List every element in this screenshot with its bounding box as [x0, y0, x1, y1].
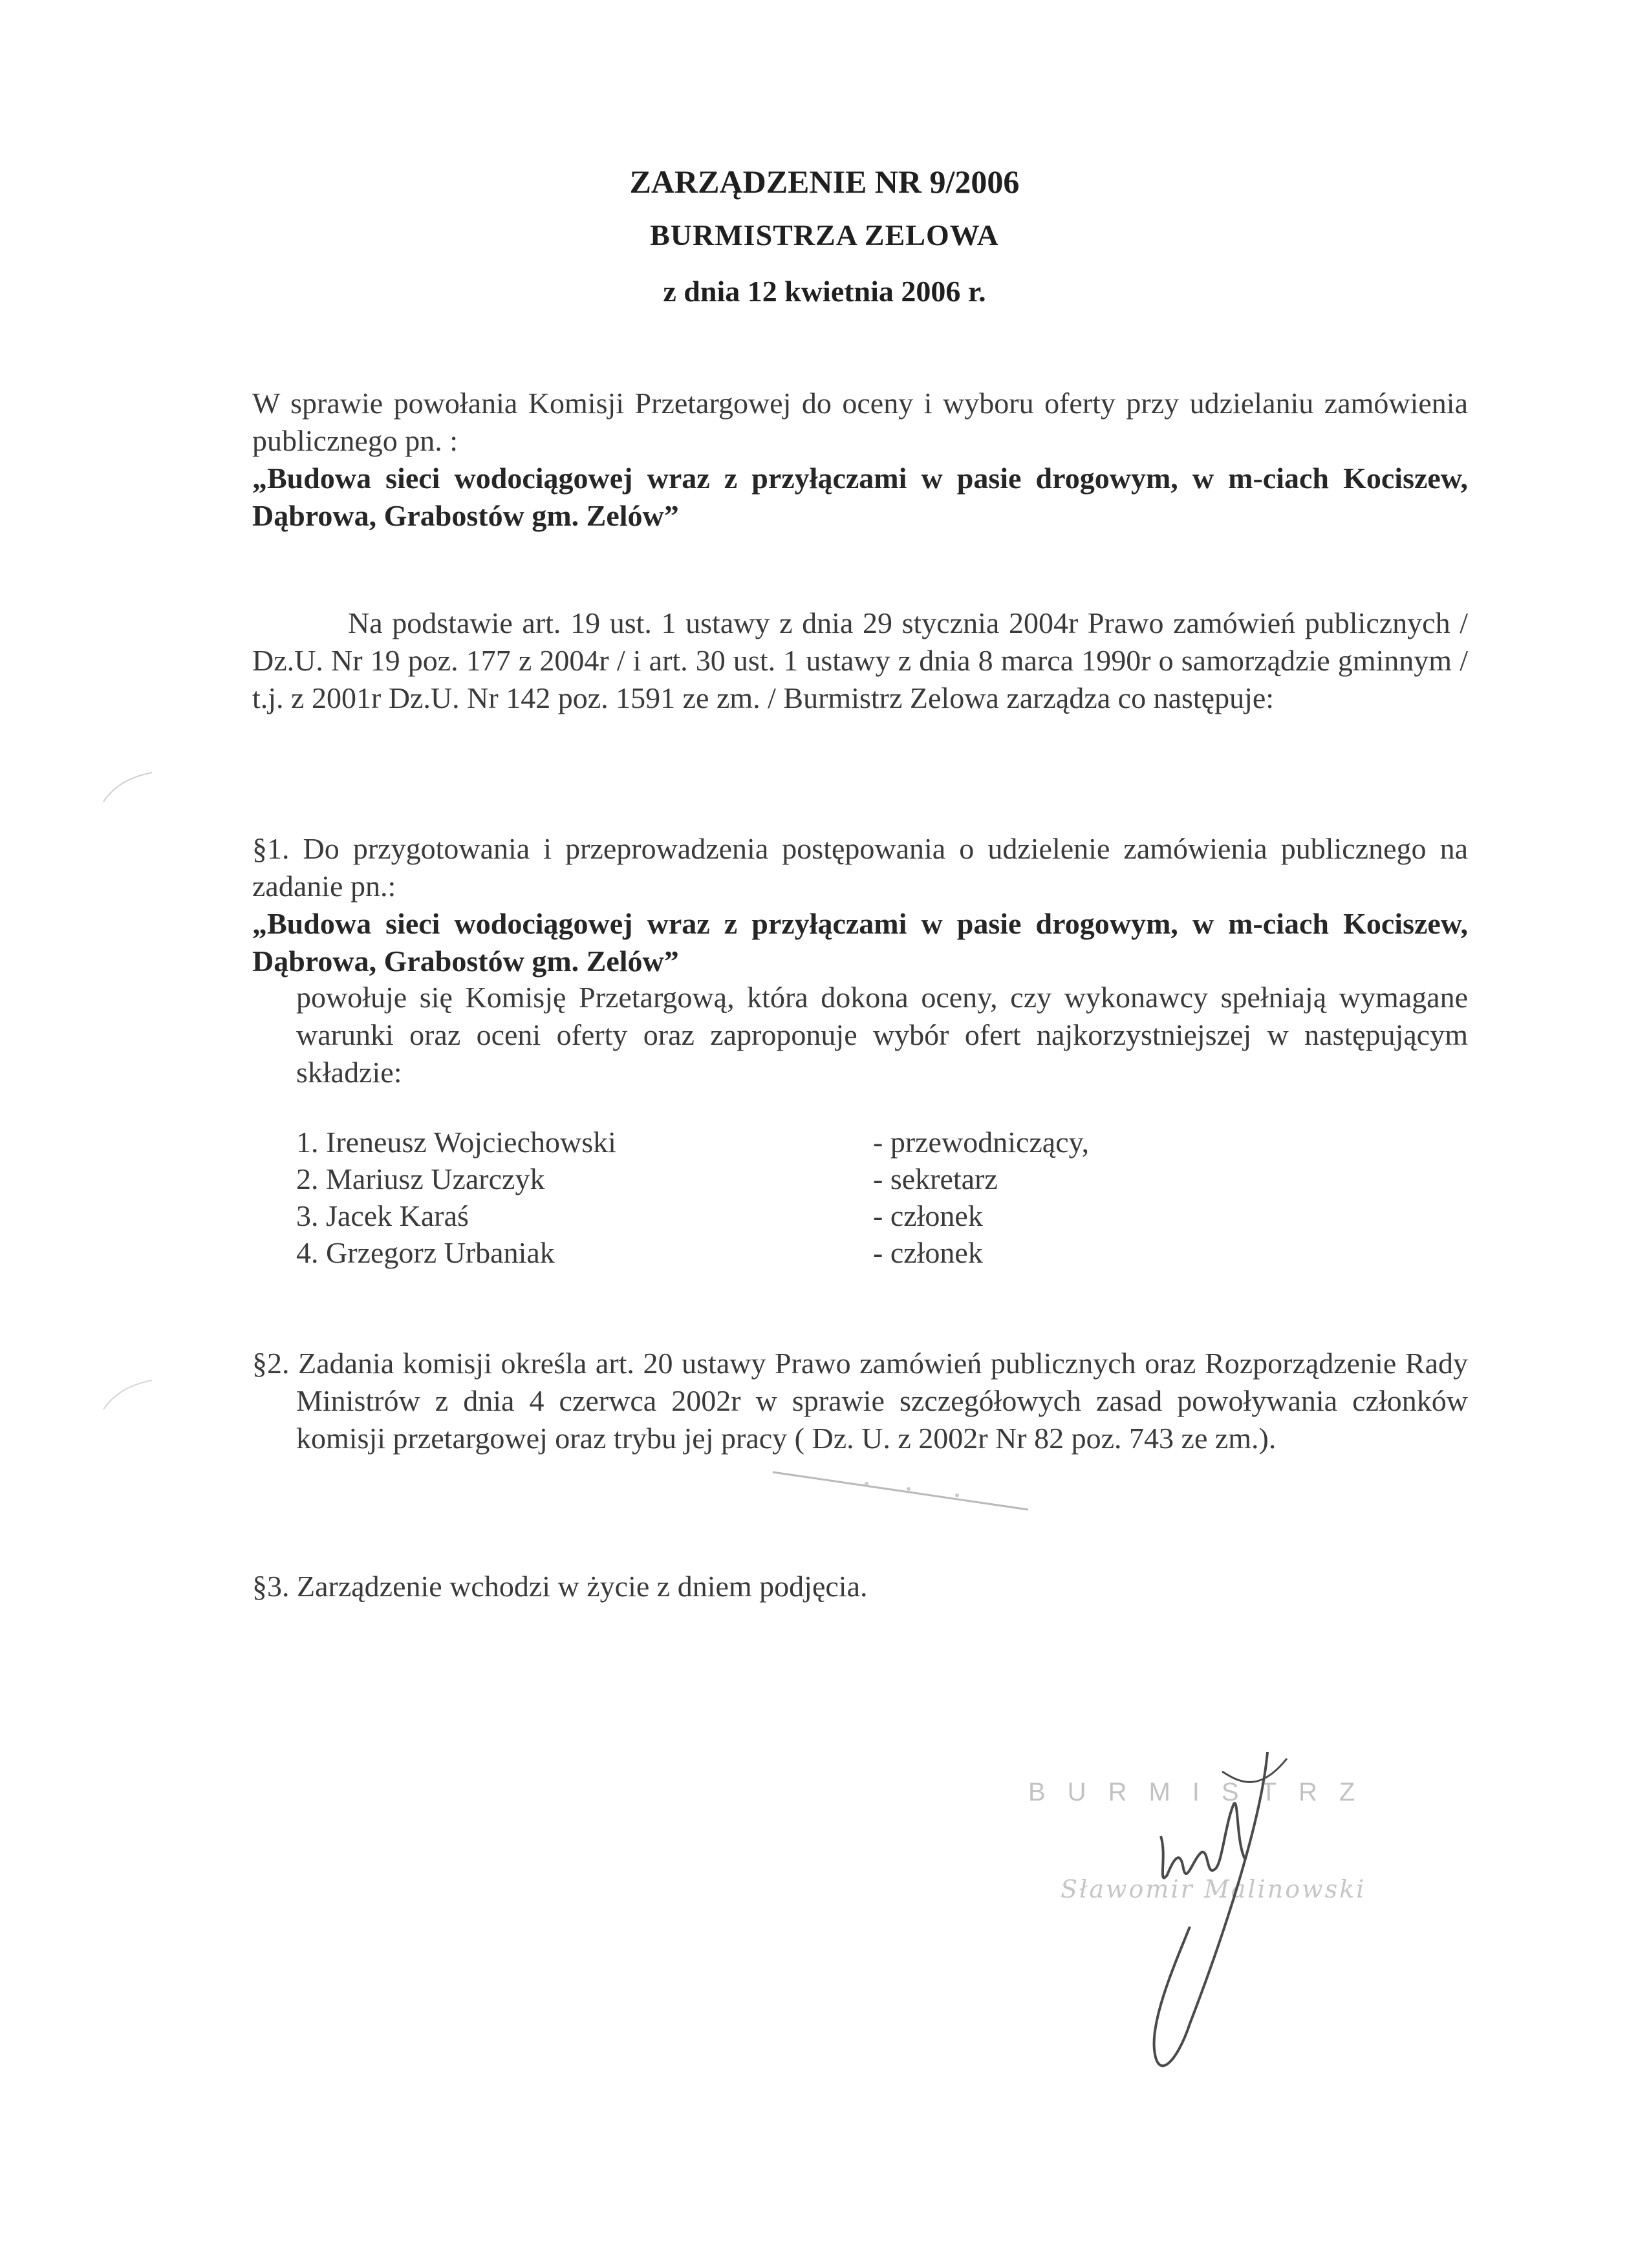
section2-text: §2. Zadania komisji określa art. 20 ustawy Prawo zamówień publicznych oraz Rozporządzenie Rady Ministrów z dnia 4 czerwca 2002r w sprawie szczegółowych zasad powoływania członków komisji przetargowej oraz trybu jej pracy ( Dz. U. z 2002r Nr 82 poz. 743 ze zm.).: [252, 1347, 1468, 1455]
section3-text: §3. Zarządzenie wchodzi w życie z dniem podjęcia.: [252, 1570, 868, 1603]
document-date: z dnia 12 kwietnia 2006 r.: [663, 275, 986, 308]
member-name: 1. Ireneusz Wojciechowski: [296, 1126, 616, 1159]
member-role: - członek: [873, 1199, 983, 1232]
handwritten-signature: [1028, 1746, 1390, 2095]
member-name: 2. Mariusz Uzarczyk: [296, 1162, 545, 1195]
signature-title: BURMISTRZ: [1028, 1778, 1377, 1806]
signature-block: [1028, 1746, 1390, 2095]
subject-project-title: „Budowa sieci wodociągowej wraz z przyłączami w pasie drogowym, w m-ciach Kociszew, Dąbrowa, Grabostów gm. Zelów”: [252, 462, 1468, 532]
document-title: ZARZĄDZENIE NR 9/2006: [629, 164, 1020, 200]
faint-stamp-mark: [770, 1464, 1041, 1516]
subject-intro: W sprawie powołania Komisji Przetargowej do oceny i wyboru oferty przy udzielaniu zamówienia publicznego pn. :: [252, 387, 1468, 457]
member-name: 4. Grzegorz Urbaniak: [296, 1236, 555, 1269]
member-role: - przewodniczący,: [873, 1126, 1090, 1159]
section1-intro: §1. Do przygotowania i przeprowadzenia postępowania o udzielenie zamówienia publicznego na zadanie pn.:: [252, 832, 1468, 903]
signature-name: Sławomir Malinowski: [1061, 1875, 1366, 1903]
member-role: - członek: [873, 1236, 983, 1269]
document-issuer: BURMISTRZA ZELOWA: [650, 219, 999, 251]
section1-appointment: powołuje się Komisję Przetargową, która dokona oceny, czy wykonawcy spełniają wymagane warunki oraz oceni oferty oraz zaproponuje wybór ofert najkorzystniejszej w następującym składzie:: [296, 981, 1468, 1089]
legal-basis: Na podstawie art. 19 ust. 1 ustawy z dnia 29 stycznia 2004r Prawo zamówień publicznych / Dz.U. Nr 19 poz. 177 z 2004r / i art. 30 ust. 1 ustawy z dnia 8 marca 1990r o samorządzie gminnym / t.j. z 2001r Dz.U. Nr 142 poz. 1591 ze zm. / Burmistrz Zelowa zarządza co następuje:: [252, 606, 1468, 714]
member-name: 3. Jacek Karaś: [296, 1199, 469, 1232]
scan-margin-mark: [97, 1377, 155, 1416]
member-role: - sekretarz: [873, 1162, 998, 1195]
section1-project-title: „Budowa sieci wodociągowej wraz z przyłączami w pasie drogowym, w m-ciach Kociszew, Dąbrowa, Grabostów gm. Zelów”: [252, 907, 1468, 978]
scan-margin-mark: [97, 769, 155, 808]
